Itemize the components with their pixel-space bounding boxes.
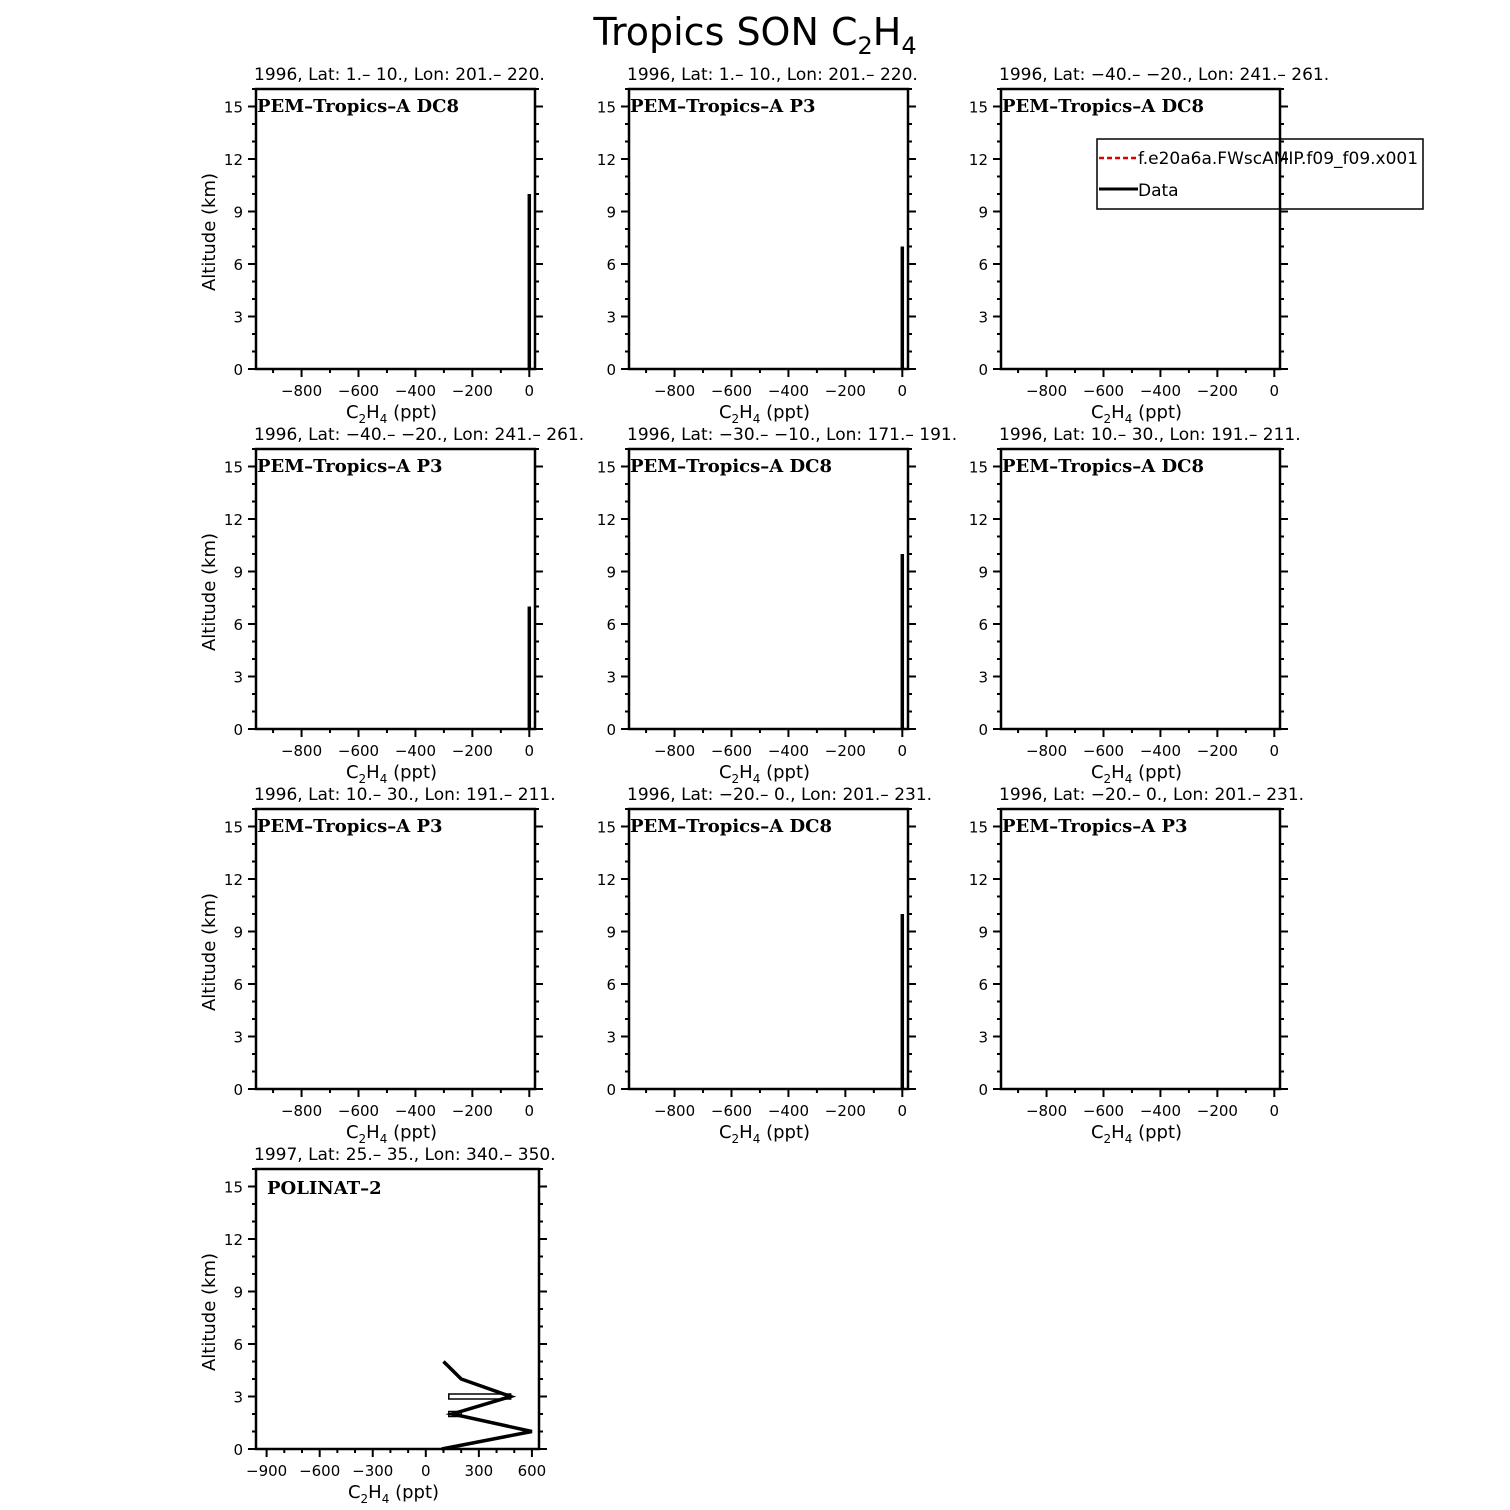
x-tick-label: −800 [653,1102,696,1120]
chart-panel-6 [969,425,1301,786]
panel-title: 1996, Lat: −20.– 0., Lon: 201.– 231. [999,785,1305,805]
x-tick-label: −300 [352,1462,394,1480]
x-tick-label: 0 [897,742,908,760]
x-tick-label: 0 [1269,742,1280,760]
y-tick-label: 12 [968,871,988,889]
x-axis-label: $C_2H_4$ (ppt) [347,1482,440,1506]
figure-title-sub-2: 2 [857,32,873,60]
y-tick-label: 3 [978,308,988,327]
y-tick-label: 3 [606,1028,616,1047]
y-tick-label: 9 [606,203,616,222]
x-tick-label: 300 [464,1462,494,1480]
y-tick-label: 12 [968,151,988,169]
y-tick-label: 15 [223,818,243,837]
y-tick-label: 9 [233,203,243,222]
chart-panel-2 [597,65,918,426]
plot-frame [1001,89,1280,369]
x-axis-label: $C_2H_4$ (ppt) [345,402,438,426]
x-tick-label: −400 [767,742,810,760]
x-tick-label: −600 [337,382,380,400]
y-tick-label: 3 [233,1388,243,1407]
x-tick-label: −200 [824,742,866,760]
y-axis-label: Altitude (km) [199,892,220,1012]
x-tick-label: −200 [1196,742,1238,760]
x-axis-label: $C_2H_4$ (ppt) [718,402,811,426]
panel-title: 1996, Lat: 10.– 30., Lon: 191.– 211. [999,425,1301,445]
panel-title: 1996, Lat: −30.– −10., Lon: 171.– 191. [627,425,958,445]
x-tick-label: −600 [299,1462,341,1480]
x-tick-label: −600 [1082,382,1125,400]
x-tick-label: −400 [394,1102,437,1120]
x-tick-label: −200 [451,742,493,760]
campaign-label: PEM–Tropics–A P3 [257,456,443,477]
y-tick-label: 6 [978,616,988,634]
campaign-label: PEM–Tropics–A P3 [257,816,443,837]
plot-frame [629,89,908,369]
y-tick-label: 0 [978,1081,988,1099]
x-tick-label: 0 [1269,1102,1280,1120]
x-tick-label: 0 [897,1102,908,1120]
campaign-label: PEM–Tropics–A DC8 [1002,96,1204,117]
y-tick-label: 15 [968,98,988,117]
chart-panel-1 [199,65,545,426]
x-axis-label: $C_2H_4$ (ppt) [345,762,438,786]
chart-panel-3 [969,65,1423,426]
legend-data-label: Data [1138,181,1179,201]
y-axis-label: Altitude (km) [199,1252,220,1372]
y-tick-label: 3 [606,668,616,687]
panel-title: 1996, Lat: −40.– −20., Lon: 241.– 261. [999,65,1330,85]
y-tick-label: 15 [596,458,616,477]
x-tick-label: 0 [524,382,535,400]
x-axis-label: $C_2H_4$ (ppt) [1090,1122,1183,1146]
x-tick-label: −200 [451,1102,493,1120]
y-tick-label: 12 [223,151,243,169]
panel-title: 1996, Lat: 10.– 30., Lon: 191.– 211. [254,785,556,805]
y-tick-label: 15 [596,98,616,117]
y-tick-label: 0 [606,721,616,739]
plot-frame [1001,809,1280,1089]
y-tick-label: 3 [233,308,243,327]
x-tick-label: −800 [280,742,323,760]
data-line [442,1362,532,1450]
y-tick-label: 15 [968,458,988,477]
x-tick-label: 0 [421,1462,431,1480]
x-tick-label: −600 [710,382,753,400]
y-tick-label: 6 [606,616,616,634]
y-tick-label: 15 [223,1178,243,1197]
y-tick-label: 3 [233,668,243,687]
panel-title: 1996, Lat: −40.– −20., Lon: 241.– 261. [254,425,585,445]
legend [1097,139,1423,209]
chart-panel-4 [199,425,584,786]
y-tick-label: 6 [233,256,243,274]
y-tick-label: 9 [978,923,988,942]
y-tick-label: 0 [233,361,243,379]
y-tick-label: 12 [596,871,616,889]
chart-panel-9 [969,785,1304,1146]
x-tick-label: −600 [337,1102,380,1120]
y-tick-label: 3 [978,1028,988,1047]
y-tick-label: 9 [606,563,616,582]
y-tick-label: 0 [606,361,616,379]
y-tick-label: 0 [233,721,243,739]
x-tick-label: −400 [767,1102,810,1120]
x-tick-label: −600 [337,742,380,760]
figure-title: Tropics SON $C_2H_4$ [593,10,917,60]
x-axis-label: $C_2H_4$ (ppt) [345,1122,438,1146]
x-tick-label: −800 [280,1102,323,1120]
figure-title-sub-4: 4 [901,32,917,60]
y-tick-label: 6 [978,976,988,994]
plot-frame [256,449,535,729]
panels [199,65,1423,1506]
y-tick-label: 6 [233,976,243,994]
x-tick-label: −200 [1196,382,1238,400]
panel-title: 1996, Lat: 1.– 10., Lon: 201.– 220. [627,65,918,85]
y-tick-label: 15 [596,818,616,837]
y-tick-label: 9 [606,923,616,942]
plot-frame [256,89,535,369]
y-tick-label: 0 [606,1081,616,1099]
campaign-label: PEM–Tropics–A P3 [1002,816,1188,837]
y-tick-label: 12 [223,511,243,529]
y-tick-label: 12 [968,511,988,529]
x-tick-label: −400 [767,382,810,400]
x-axis-label: $C_2H_4$ (ppt) [1090,762,1183,786]
chart-panel-5 [597,425,957,786]
legend-model-label: f.e20a6a.FWscAMIP.f09_f09.x001 [1138,149,1419,169]
chart-panel-8 [597,785,932,1146]
y-tick-label: 9 [233,923,243,942]
y-tick-label: 15 [968,818,988,837]
chart-panel-7 [199,785,556,1146]
x-axis-label: $C_2H_4$ (ppt) [718,1122,811,1146]
x-tick-label: −800 [1025,1102,1068,1120]
x-tick-label: 0 [524,742,535,760]
campaign-label: PEM–Tropics–A DC8 [1002,456,1204,477]
y-tick-label: 6 [606,256,616,274]
y-tick-label: 9 [978,563,988,582]
y-tick-label: 0 [978,721,988,739]
y-tick-label: 15 [223,98,243,117]
x-tick-label: −800 [280,382,323,400]
y-tick-label: 3 [606,308,616,327]
y-tick-label: 12 [596,511,616,529]
campaign-label: PEM–Tropics–A DC8 [630,816,832,837]
x-tick-label: −800 [1025,382,1068,400]
x-tick-label: −600 [1082,742,1125,760]
plot-frame [629,449,908,729]
x-tick-label: 600 [517,1462,547,1480]
campaign-label: PEM–Tropics–A P3 [630,96,816,117]
y-tick-label: 0 [233,1081,243,1099]
plot-frame [629,809,908,1089]
x-tick-label: −200 [451,382,493,400]
x-tick-label: −400 [1139,742,1182,760]
panel-title: 1996, Lat: 1.– 10., Lon: 201.– 220. [254,65,545,85]
campaign-label: PEM–Tropics–A DC8 [630,456,832,477]
x-tick-label: −600 [1082,1102,1125,1120]
y-tick-label: 6 [606,976,616,994]
x-tick-label: −600 [710,1102,753,1120]
x-tick-label: −800 [1025,742,1068,760]
y-tick-label: 0 [233,1441,243,1459]
x-tick-label: −400 [1139,382,1182,400]
y-tick-label: 6 [233,616,243,634]
plot-frame [256,809,535,1089]
campaign-label: PEM–Tropics–A DC8 [257,96,459,117]
y-tick-label: 9 [233,1283,243,1302]
y-tick-label: 3 [978,668,988,687]
x-axis-label: $C_2H_4$ (ppt) [1090,402,1183,426]
x-tick-label: 0 [897,382,908,400]
y-axis-label: Altitude (km) [199,172,220,292]
y-tick-label: 12 [596,151,616,169]
campaign-label: POLINAT–2 [267,1178,382,1199]
x-tick-label: −400 [1139,1102,1182,1120]
y-tick-label: 3 [233,1028,243,1047]
y-axis-label: Altitude (km) [199,532,220,652]
x-tick-label: −900 [246,1462,288,1480]
y-tick-label: 12 [223,871,243,889]
y-tick-label: 9 [233,563,243,582]
y-tick-label: 12 [223,1231,243,1249]
x-tick-label: −200 [824,382,866,400]
x-tick-label: 0 [1269,382,1280,400]
y-tick-label: 6 [978,256,988,274]
x-tick-label: −800 [653,382,696,400]
plot-frame [256,1169,539,1449]
y-tick-label: 6 [233,1336,243,1354]
y-tick-label: 15 [223,458,243,477]
plot-frame [1001,449,1280,729]
x-tick-label: −400 [394,382,437,400]
x-tick-label: 0 [524,1102,535,1120]
x-tick-label: −600 [710,742,753,760]
chart-panel-10 [199,1145,556,1506]
x-tick-label: −800 [653,742,696,760]
y-tick-label: 0 [978,361,988,379]
x-axis-label: $C_2H_4$ (ppt) [718,762,811,786]
x-tick-label: −400 [394,742,437,760]
x-tick-label: −200 [824,1102,866,1120]
panel-title: 1997, Lat: 25.– 35., Lon: 340.– 350. [254,1145,556,1165]
panel-title: 1996, Lat: −20.– 0., Lon: 201.– 231. [627,785,933,805]
x-tick-label: −200 [1196,1102,1238,1120]
y-tick-label: 9 [978,203,988,222]
